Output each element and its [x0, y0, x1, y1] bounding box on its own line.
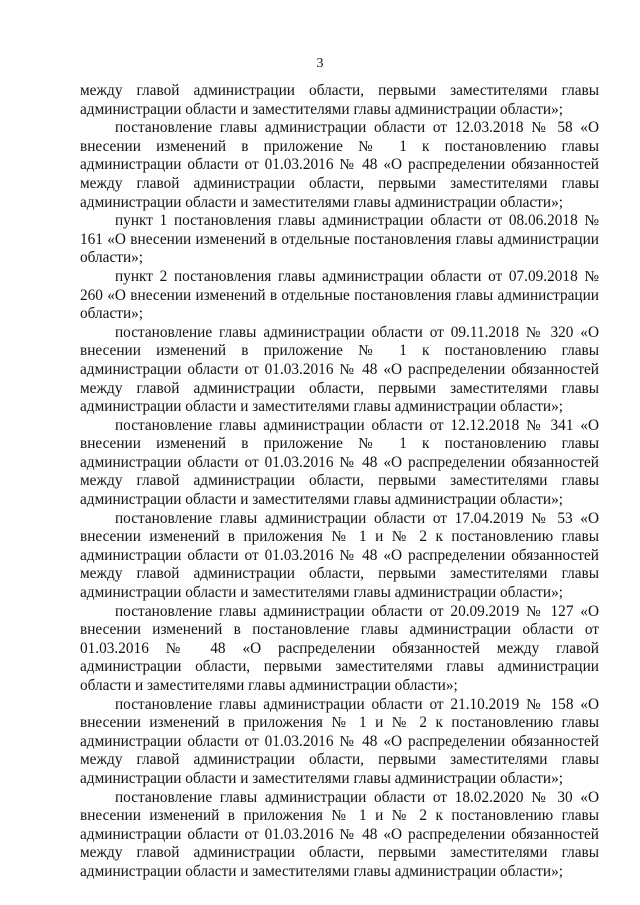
- paragraph: между главой администрации области, первыми заместителями главы администрации области и заместителями главы администрации области»;: [80, 82, 599, 118]
- paragraph: постановление главы администрации области от 18.02.2020 № 30 «О внесении изменений в приложения № 1 и № 2 к постановлению главы администрации области от 01.03.2016 № 48 «О распределении обязанностей между главой администрации области, первыми заместителями главы администрации области и заместителями главы администрации области»;: [80, 788, 599, 880]
- paragraph: постановление главы администрации области от 12.12.2018 № 341 «О внесении изменений в приложение № 1 к постановлению главы администрации области от 01.03.2016 № 48 «О распределении обязанностей между главой администрации области, первыми заместителями главы администрации области и заместителями главы администрации области»;: [80, 416, 599, 509]
- paragraph: постановление главы администрации области от 09.11.2018 № 320 «О внесении изменений в приложение № 1 к постановлению главы администрации области от 01.03.2016 № 48 «О распределении обязанностей между главой администрации области, первыми заместителями главы администрации области и заместителями главы администрации области»;: [80, 323, 599, 416]
- paragraph: постановление главы администрации области от 17.04.2019 № 53 «О внесении изменений в приложения № 1 и № 2 к постановлению главы администрации области от 01.03.2016 № 48 «О распределении обязанностей между главой администрации области, первыми заместителями главы администрации области и заместителями главы администрации области»;: [80, 509, 599, 602]
- page-number: 3: [316, 56, 324, 71]
- paragraph: постановление главы администрации области от 20.09.2019 № 127 «О внесении изменений в постановление главы администрации области от 01.03.2016 № 48 «О распределении обязанностей между главой администрации области, первыми заместителями главы администрации области и заместителями главы администрации области»;: [80, 602, 599, 694]
- paragraph: пункт 2 постановления главы администрации области от 07.09.2018 № 260 «О внесении изменений в отдельные постановления главы администрации области»;: [80, 267, 599, 323]
- document-body: [80, 82, 599, 882]
- paragraph: постановление главы администрации области от 12.03.2018 № 58 «О внесении изменений в приложение № 1 к постановлению главы администрации области от 01.03.2016 № 48 «О распределении обязанностей между главой администрации области, первыми заместителями главы администрации области и заместителями главы администрации области»;: [80, 119, 599, 211]
- paragraph: пункт 1 постановления главы администрации области от 08.06.2018 № 161 «О внесении изменений в отдельные постановления главы администрации области»;: [80, 212, 599, 267]
- paragraph: постановление главы администрации области от 21.10.2019 № 158 «О внесении изменений в приложения № 1 и № 2 к постановлению главы администрации области от 01.03.2016 № 48 «О распределении обязанностей между главой администрации области, первыми заместителями главы администрации области и заместителями главы администрации области»;: [80, 695, 599, 787]
